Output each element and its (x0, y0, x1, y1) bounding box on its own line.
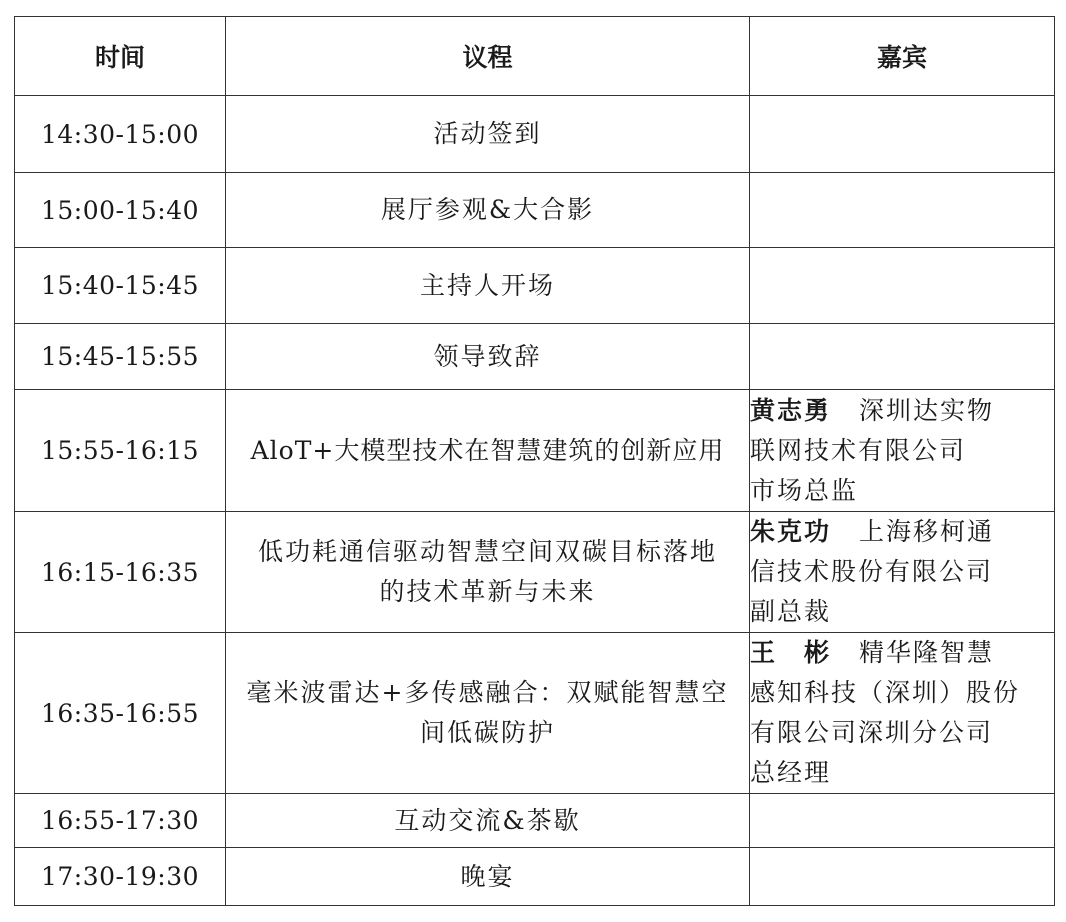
guest-line (750, 391, 1054, 431)
guest-cell (750, 390, 1055, 512)
guest-cell (750, 848, 1055, 906)
guest-cell (750, 324, 1055, 390)
time-cell: 15:45-15:55 (15, 324, 226, 390)
guest-title-line: 联网技术有限公司 (750, 435, 967, 465)
table-row (15, 173, 1055, 248)
guest-name: 王 彬 (750, 638, 832, 667)
table-row (15, 512, 1055, 633)
guest-line (750, 512, 1054, 552)
topic-line: 低功耗通信驱动智慧空间双碳目标落地 (257, 537, 717, 566)
topic-cell (226, 794, 750, 848)
topic-cell (226, 248, 750, 324)
guest-cell (750, 794, 1055, 848)
guest-title-line: 精华隆智慧 (859, 638, 995, 667)
topic-cell (226, 848, 750, 906)
header-time: 时间 (15, 17, 226, 96)
table-row (15, 248, 1055, 324)
table-row (15, 390, 1055, 512)
header-guest: 嘉宾 (750, 17, 1055, 96)
table-row (15, 794, 1055, 848)
guest-title-line: 感知科技（深圳）股份 (750, 678, 1021, 707)
topic-cell (226, 512, 750, 633)
guest-cell (750, 633, 1055, 794)
guest-title-line: 总经理 (750, 758, 832, 787)
time-cell: 16:55-17:30 (15, 794, 226, 848)
time-cell: 16:35-16:55 (15, 633, 226, 794)
header-agenda: 议程 (226, 17, 750, 96)
topic-line: 晚宴 (460, 861, 515, 891)
topic-cell (226, 633, 750, 794)
table-row (15, 848, 1055, 906)
table-row (15, 324, 1055, 390)
topic-cell (226, 390, 750, 512)
time-cell: 15:55-16:15 (15, 390, 226, 512)
guest-title-line: 深圳达实物 (859, 395, 995, 425)
time-cell: 15:00-15:40 (15, 173, 226, 248)
guest-title-line: 上海移柯通 (859, 517, 995, 546)
guest-name: 朱克功 (750, 517, 832, 546)
time-cell: 17:30-19:30 (15, 848, 226, 906)
topic-line: AloT+大模型技术在智慧建筑的创新应用 (250, 435, 725, 465)
topic-line: 活动签到 (433, 119, 542, 148)
guest-line (750, 633, 1054, 673)
topic-line: 毫米波雷达+多传感融合：双赋能智慧空 (246, 678, 729, 707)
guest-title-line: 市场总监 (750, 475, 859, 505)
guest-title-line: 有限公司深圳分公司 (750, 718, 994, 747)
topic-line: 的技术革新与未来 (379, 577, 596, 606)
table-row (15, 633, 1055, 794)
time-cell: 14:30-15:00 (15, 96, 226, 173)
guest-title-line: 信技术股份有限公司 (750, 557, 994, 586)
guest-cell (750, 96, 1055, 173)
guest-cell (750, 173, 1055, 248)
topic-line: 互动交流&茶歇 (394, 805, 581, 835)
header-row (15, 17, 1055, 96)
topic-line: 间低碳防护 (419, 718, 555, 747)
topic-line: 展厅参观&大合影 (380, 195, 595, 224)
topic-line: 领导致辞 (433, 341, 542, 371)
guest-name: 黄志勇 (750, 395, 832, 425)
topic-cell (226, 96, 750, 173)
topic-cell (226, 173, 750, 248)
table-row (15, 96, 1055, 173)
agenda-table (14, 16, 1055, 906)
time-cell: 15:40-15:45 (15, 248, 226, 324)
guest-cell (750, 512, 1055, 633)
topic-cell (226, 324, 750, 390)
topic-line: 主持人开场 (419, 270, 555, 300)
guest-title-line: 副总裁 (750, 597, 832, 626)
guest-cell (750, 248, 1055, 324)
time-cell: 16:15-16:35 (15, 512, 226, 633)
